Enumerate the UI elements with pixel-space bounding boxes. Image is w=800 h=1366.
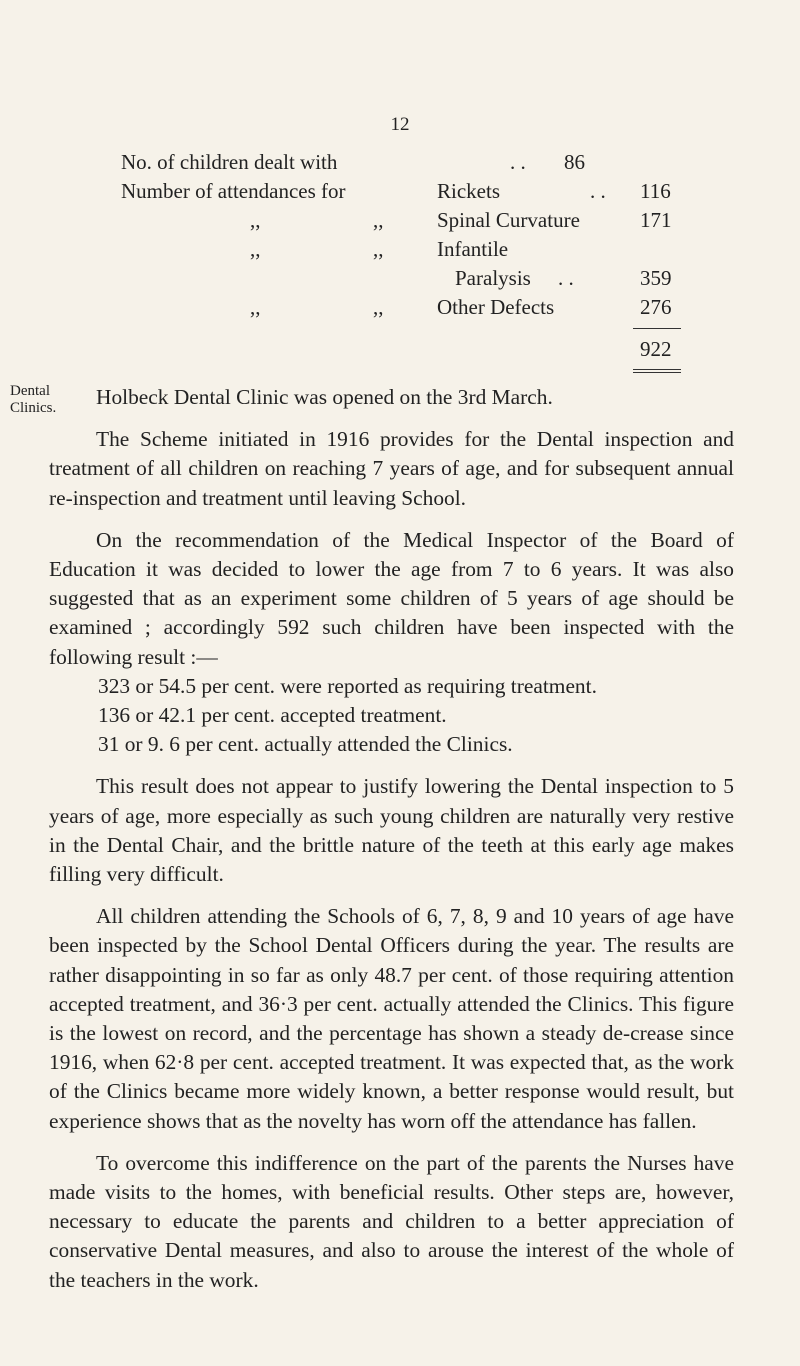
- paragraph: The Scheme initiated in 1916 provides for the Dental inspection and treatment of all children on reaching 7 years of age, and for subsequent annual re-inspection and treatment until leaving School.: [49, 427, 734, 510]
- total-double-rule-top: [633, 369, 681, 370]
- body-text: [49, 383, 734, 1308]
- row-label: Paralysis: [455, 266, 531, 290]
- row-value: 276: [640, 295, 672, 319]
- paragraph: On the recommendation of the Medical Inspector of the Board of Education it was decided to lower the age from 7 to 6 years. It was also suggested that as an experiment some children of 5 years of age should be examined ; accordingly 592 such children have been inspected with the following result :—: [49, 527, 734, 669]
- children-dealt-value: 86: [564, 150, 585, 174]
- row-label: Spinal Curvature: [437, 208, 580, 232]
- row-value: 359: [640, 266, 672, 290]
- ditto-mark: ,,: [250, 237, 261, 261]
- margin-note-line: Dental: [10, 383, 50, 399]
- result-line: 136 or 42.1 per cent. accepted treatment.: [98, 703, 447, 728]
- result-line: 31 or 9. 6 per cent. actually attended the Clinics.: [98, 732, 513, 757]
- paragraph: This result does not appear to justify lowering the Dental inspection to 5 years of age, more especially as such young children are naturally very restive in the Dental Chair, and the brittle nature of the teeth at this early age makes filling very difficult.: [49, 774, 734, 887]
- children-dealt-label: No. of children dealt with: [121, 150, 338, 174]
- row-label: Infantile: [437, 237, 509, 261]
- row-value: 171: [640, 208, 672, 232]
- row-dots: . .: [558, 266, 574, 290]
- row-label: Other Defects: [437, 295, 555, 319]
- result-line: 323 or 54.5 per cent. were reported as requiring treatment.: [98, 673, 597, 698]
- paragraph: To overcome this indifference on the part of the parents the Nurses have made visits to the homes, with beneficial results. Other steps are, however, necessary to educate the parents and children to a better appreciation of conservative Dental measures, and also to arouse the interest of the whole of the teachers in the work.: [49, 1150, 734, 1292]
- paragraph: All children attending the Schools of 6, 7, 8, 9 and 10 years of age have been inspected by the School Dental Officers during the year. The results are rather disappointing in so far as only 48.7 per cent. of those requiring attention accepted treatment, and 36·3 per cent. actually attended the Clinics. This figure is the lowest on record, and the percentage has shown a steady de-crease since 1916, when 62·8 per cent. accepted treatment. It was expected that, as the work of the Clinics became more widely known, a better response would result, but experience shows that as the novelty has worn off the attendance has fallen.: [49, 904, 734, 1133]
- row-dots: . .: [590, 179, 606, 203]
- ditto-mark: ,,: [373, 208, 384, 232]
- page-number: 12: [390, 114, 410, 135]
- row-value: 116: [640, 179, 671, 203]
- opening-paragraph: Holbeck Dental Clinic was opened on the 3rd March.: [96, 385, 553, 409]
- total-double-rule-bottom: [633, 372, 681, 373]
- row-label: Rickets: [437, 179, 500, 203]
- ditto-mark: ,,: [250, 208, 261, 232]
- children-dealt-dots: . .: [510, 150, 526, 174]
- ditto-mark: ,,: [250, 295, 261, 319]
- ditto-mark: ,,: [373, 295, 384, 319]
- ditto-mark: ,,: [373, 237, 384, 261]
- margin-note-line: Clinics.: [10, 400, 57, 416]
- subtotal-rule: [633, 328, 681, 329]
- attendances-label: Number of attendances for: [121, 179, 346, 203]
- total-value: 922: [640, 337, 672, 361]
